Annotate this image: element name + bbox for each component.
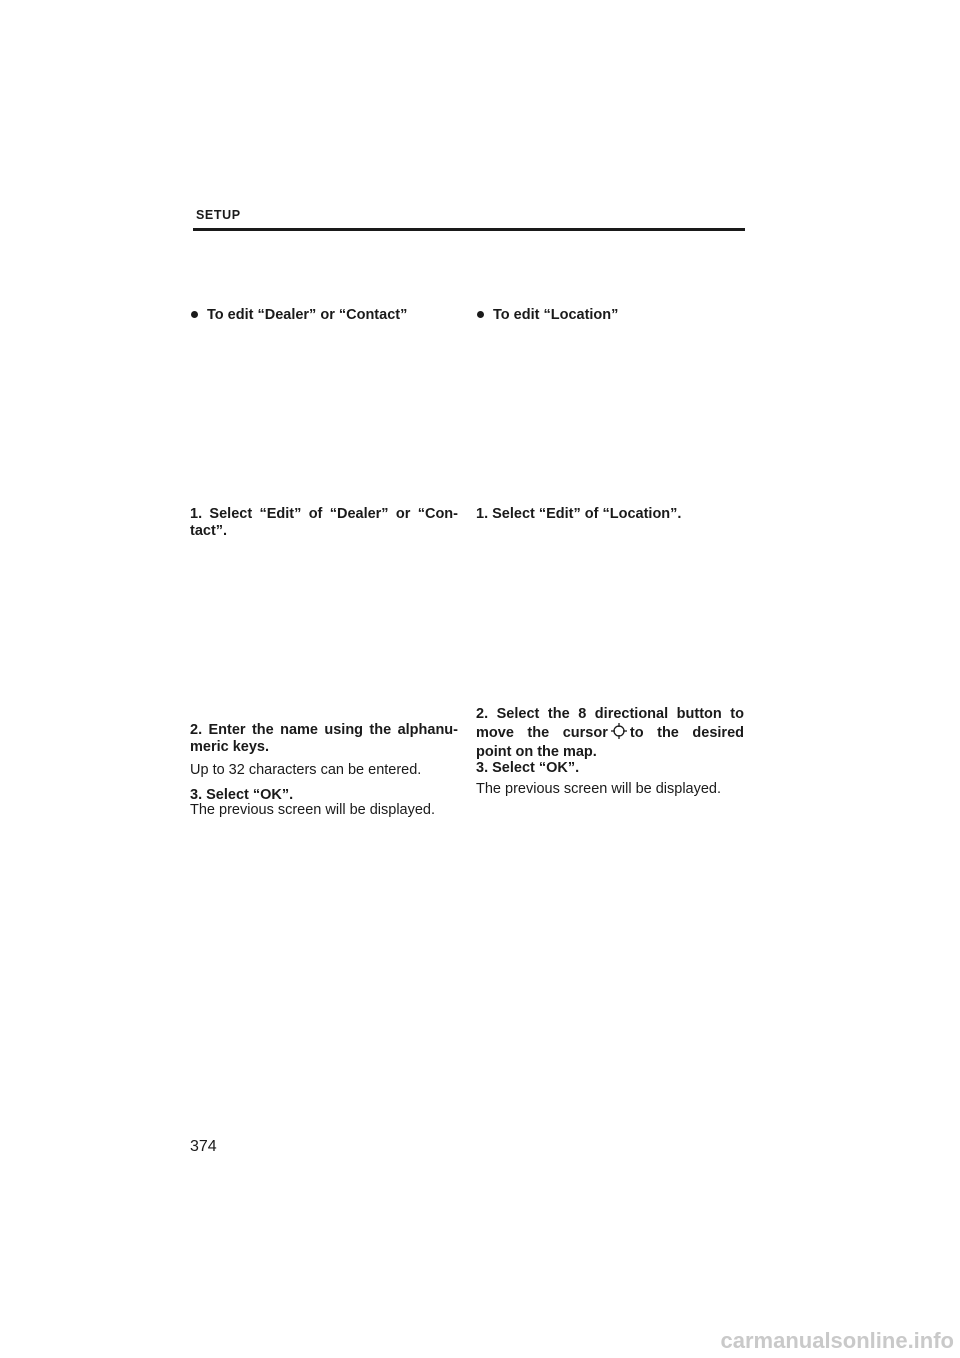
header-rule — [193, 228, 745, 231]
left-step-3: 3. Select “OK”. — [190, 787, 294, 803]
left-heading-text: To edit “Dealer” or “Contact” — [207, 307, 408, 323]
right-step-2-after: to the desired point on the map. — [476, 725, 744, 760]
cursor-crosshair-icon — [611, 723, 627, 744]
left-step-2: 2. Enter the name using the alphanu- meric keys. — [190, 722, 458, 755]
left-note-2: The previous screen will be displayed. — [190, 802, 436, 818]
page-number: 374 — [190, 1138, 217, 1155]
left-step-1: 1. Select “Edit” of “Dealer” or “Con- tact”. — [190, 506, 458, 539]
right-note: The previous screen will be displayed. — [476, 781, 722, 797]
bullet-icon — [191, 311, 198, 318]
left-heading — [190, 307, 407, 323]
right-step-3: 3. Select “OK”. — [476, 760, 580, 776]
bullet-icon — [477, 311, 484, 318]
right-heading — [476, 307, 618, 323]
right-step-2 — [476, 706, 744, 761]
footer-watermark: carmanualsonline.info — [720, 1328, 954, 1353]
right-step-2-before: 2. Select the 8 directional button to move the cursor — [476, 706, 744, 741]
section-header-label: SETUP — [196, 208, 241, 222]
right-heading-text: To edit “Location” — [493, 307, 619, 323]
right-step-1: 1. Select “Edit” of “Location”. — [476, 506, 682, 522]
left-note-1: Up to 32 characters can be entered. — [190, 762, 422, 778]
